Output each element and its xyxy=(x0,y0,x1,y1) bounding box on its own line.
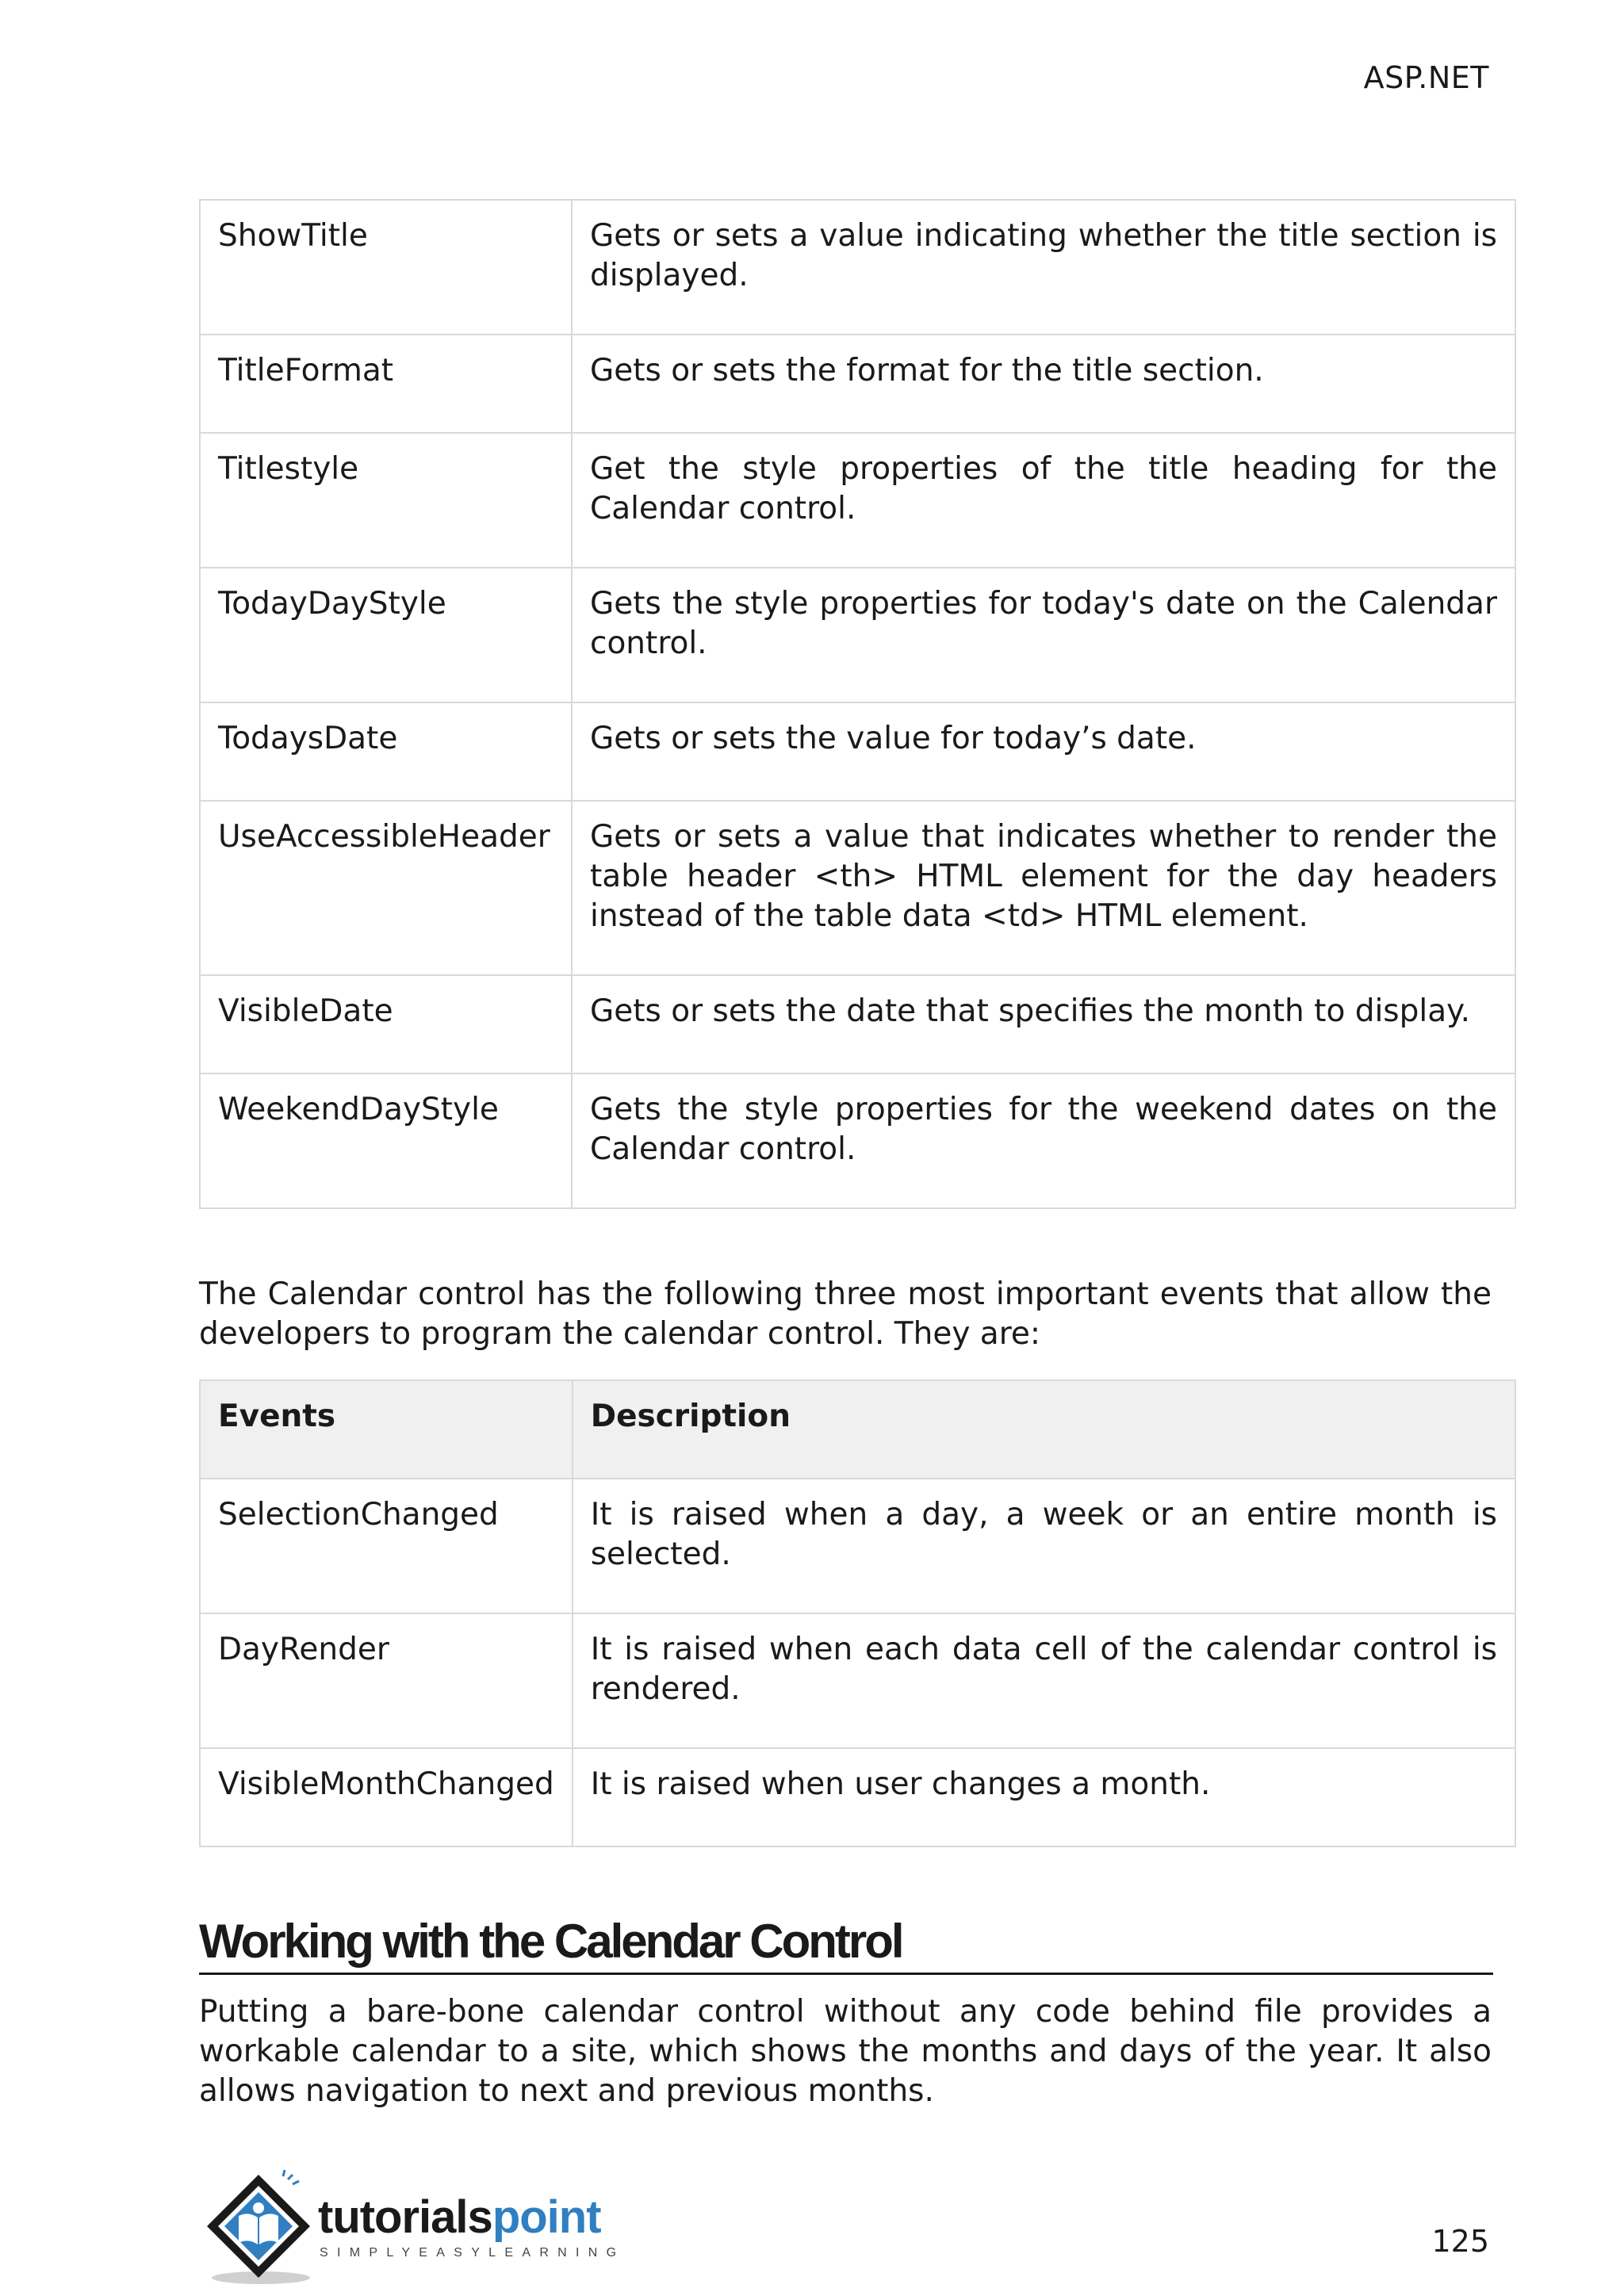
events-table xyxy=(199,1380,1516,1847)
property-description: Gets the style properties for today's date on the Calendar control. xyxy=(572,568,1515,702)
property-name: TitleFormat xyxy=(200,335,572,433)
table-row xyxy=(200,1748,1515,1846)
property-name: TodayDayStyle xyxy=(200,568,572,702)
table-row xyxy=(200,702,1515,801)
property-description: Gets or sets the value for today’s date. xyxy=(572,702,1515,801)
table-row xyxy=(200,568,1515,702)
table-row xyxy=(200,335,1515,433)
properties-table xyxy=(199,199,1516,1209)
logo-tagline: SIMPLYEASYLEARNING xyxy=(320,2246,626,2260)
table-row xyxy=(200,1479,1515,1613)
table-header-row xyxy=(200,1380,1515,1479)
property-name: UseAccessibleHeader xyxy=(200,801,572,975)
property-description: Gets or sets a value indicating whether the title section is displayed. xyxy=(572,200,1515,335)
event-description: It is raised when a day, a week or an entire month is selected. xyxy=(573,1479,1515,1613)
table-row xyxy=(200,801,1515,975)
property-name: TodaysDate xyxy=(200,702,572,801)
property-description: Get the style properties of the title heading for the Calendar control. xyxy=(572,433,1515,568)
property-description: Gets or sets the format for the title section. xyxy=(572,335,1515,433)
table-row xyxy=(200,975,1515,1073)
event-name: SelectionChanged xyxy=(200,1479,573,1613)
event-name: VisibleMonthChanged xyxy=(200,1748,573,1846)
logo-wordmark xyxy=(318,2191,601,2244)
event-description: It is raised when each data cell of the calendar control is rendered. xyxy=(573,1613,1515,1748)
logo-word-tutorials: tutorials xyxy=(318,2191,492,2243)
table-row xyxy=(200,1613,1515,1748)
property-description: Gets or sets the date that specifies the month to display. xyxy=(572,975,1515,1073)
section-paragraph: Putting a bare-bone calendar control without any code behind file provides a workable calendar to a site, which shows the months and days of the year. It also allows navigation to next and previous months. xyxy=(199,1994,1492,2109)
logo-word-point: point xyxy=(492,2191,601,2243)
property-name: Titlestyle xyxy=(200,433,572,568)
event-description: It is raised when user changes a month. xyxy=(573,1748,1515,1846)
page-number: 125 xyxy=(1431,2224,1489,2259)
property-description: Gets or sets a value that indicates whether to render the table header <th> HTML element for the day headers instead of the table data <td> HTML element. xyxy=(572,801,1515,975)
table-row xyxy=(200,1073,1515,1208)
table-row xyxy=(200,433,1515,568)
event-name: DayRender xyxy=(200,1613,573,1748)
property-name: ShowTitle xyxy=(200,200,572,335)
book-diamond-icon xyxy=(199,2168,318,2287)
property-description: Gets the style properties for the weekend dates on the Calendar control. xyxy=(572,1073,1515,1208)
property-name: WeekendDayStyle xyxy=(200,1073,572,1208)
section-heading: Working with the Calendar Control xyxy=(199,1914,1493,1975)
property-name: VisibleDate xyxy=(200,975,572,1073)
tutorialspoint-logo xyxy=(199,2168,627,2287)
column-header-description: Description xyxy=(573,1380,1515,1479)
events-intro-paragraph: The Calendar control has the following three most important events that allow the developers to program the calendar control. They are: xyxy=(199,1276,1492,1352)
running-header: ASP.NET xyxy=(1363,60,1489,95)
column-header-events: Events xyxy=(200,1380,573,1479)
table-row xyxy=(200,200,1515,335)
